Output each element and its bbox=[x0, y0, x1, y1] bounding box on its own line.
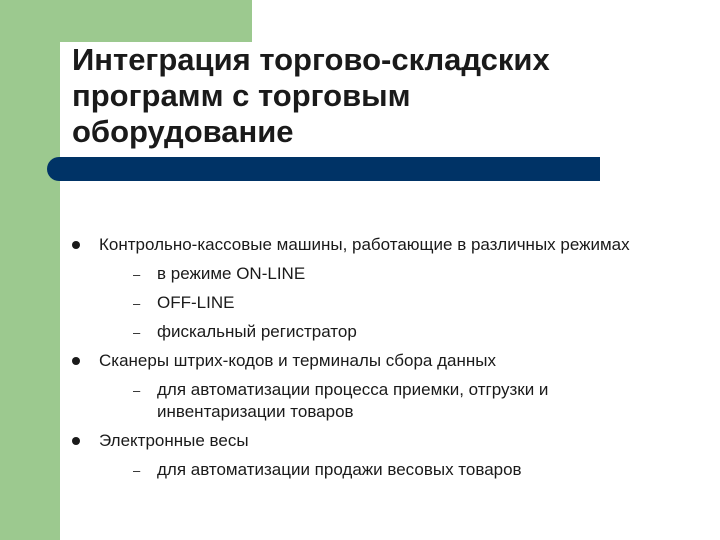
sub-item-text: для автоматизации процесса приемки, отгрузки и инвентаризации товаров bbox=[157, 380, 549, 421]
bullet-text: Контрольно-кассовые машины, работающие в различных режимах bbox=[99, 235, 630, 254]
decorative-green-block bbox=[60, 0, 252, 47]
dash-marker-icon: – bbox=[133, 296, 141, 311]
bullet-item-cash-registers bbox=[72, 234, 672, 343]
dash-marker-icon: – bbox=[133, 463, 141, 478]
bullet-dot-icon bbox=[72, 241, 80, 249]
sub-item bbox=[99, 292, 672, 314]
dash-marker-icon: – bbox=[133, 267, 141, 282]
sub-item-text: OFF-LINE bbox=[157, 293, 235, 312]
sub-item bbox=[99, 379, 672, 423]
bullet-dot-icon bbox=[72, 437, 80, 445]
dash-marker-icon: – bbox=[133, 325, 141, 340]
sub-item-text: для автоматизации продажи весовых товаров bbox=[157, 460, 522, 479]
sub-item-text: в режиме ON-LINE bbox=[157, 264, 306, 283]
bullet-text: Электронные весы bbox=[99, 431, 249, 450]
title-underline-bar bbox=[47, 157, 600, 181]
sub-item bbox=[99, 321, 672, 343]
bullet-item-scanners bbox=[72, 350, 672, 423]
bullet-item-scales bbox=[72, 430, 672, 481]
sub-item bbox=[99, 263, 672, 285]
dash-marker-icon: – bbox=[133, 383, 141, 398]
bullet-list bbox=[72, 234, 672, 481]
slide-title: Интеграция торгово-складских программ с торговым оборудование bbox=[72, 42, 550, 149]
sub-item-text: фискальный регистратор bbox=[157, 322, 357, 341]
decorative-green-strip bbox=[0, 0, 60, 540]
bullet-text: Сканеры штрих-кодов и терминалы сбора данных bbox=[99, 351, 496, 370]
sub-item bbox=[99, 459, 672, 481]
bullet-dot-icon bbox=[72, 357, 80, 365]
